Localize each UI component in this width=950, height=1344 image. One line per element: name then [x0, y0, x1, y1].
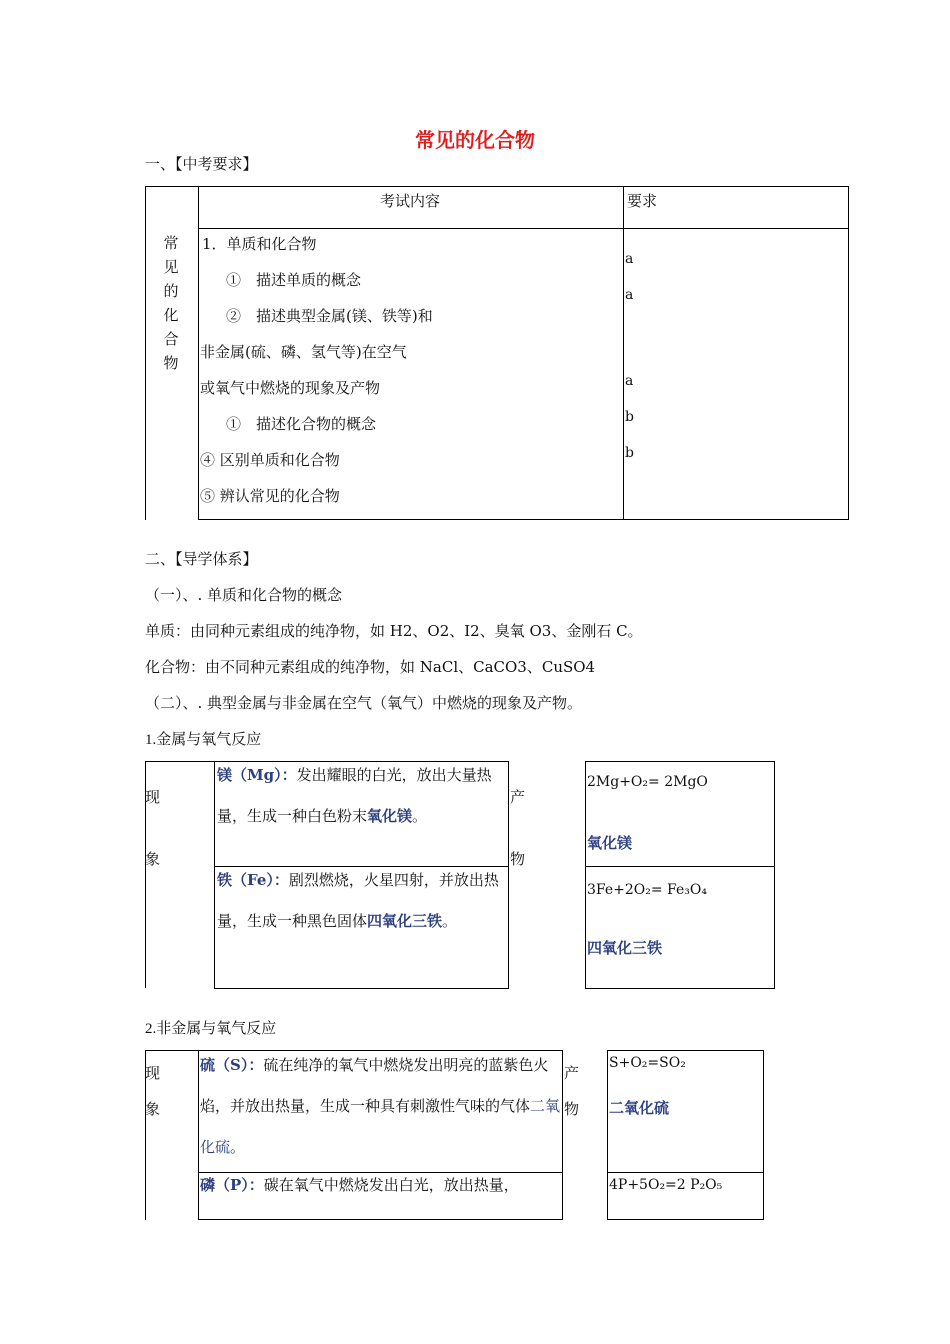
fe-name: 铁（Fe）： [217, 871, 289, 889]
mg-name: 镁（Mg）： [217, 766, 297, 784]
nonmetal-product-box [607, 1050, 764, 1220]
s-product: 二氧化硫 [609, 1099, 670, 1117]
content-line: ④ 区别单质和化合物 [200, 451, 340, 469]
side-label: 常见的化合物 [163, 234, 179, 372]
p-equation: 4P+5O₂=2 P₂O₅ [609, 1177, 723, 1193]
mg-end: 。 [412, 807, 428, 825]
mg-description: 发出耀眼的白光，放出大量热量，生成一种白色粉末 [217, 766, 492, 825]
fe-end: 。 [442, 912, 458, 930]
subheading-concepts: （一）、. 单质和化合物的概念 [145, 586, 343, 604]
content-line: ⑤ 辨认常见的化合物 [200, 487, 340, 505]
s-name: 硫（S）： [200, 1056, 264, 1074]
phenomenon-label: 现象 [145, 788, 161, 868]
section1-heading: 一、【中考要求】 [145, 155, 258, 173]
content-line: 非金属(硫、磷、氢气等)在空气 [200, 343, 407, 361]
definition-element: 单质：由同种元素组成的纯净物，如 H2、O2、I2、臭氧 O3、金刚石 C。 [145, 622, 643, 640]
table-divider [145, 186, 198, 187]
page-title: 常见的化合物 [415, 128, 535, 152]
s-equation: S+O₂=SO₂ [609, 1055, 686, 1071]
table-divider [145, 186, 146, 520]
mg-equation: 2Mg+O₂= 2MgO [587, 774, 708, 790]
column-header-content: 考试内容 [380, 192, 441, 210]
fe-description: 剧烈燃烧，火星四射，并放出热量，生成一种黑色固体 [217, 871, 499, 930]
nonmetal-heading: 2.非金属与氧气反应 [145, 1021, 277, 1037]
p-name: 磷（P）： [200, 1176, 264, 1194]
content-line: 或氧气中燃烧的现象及产物 [200, 379, 381, 397]
fe-phenomenon [217, 860, 509, 942]
content-line: 1．单质和化合物 [202, 235, 317, 253]
content-line: ① 描述单质的概念 [226, 271, 362, 289]
mg-product: 氧化镁 [587, 834, 633, 852]
product-label: 产物 [510, 788, 526, 868]
subheading-combustion: （二）、. 典型金属与非金属在空气（氧气）中燃烧的现象及产物。 [145, 694, 583, 712]
content-line: ① 描述化合物的概念 [226, 415, 377, 433]
requirement-value: a [625, 251, 634, 267]
s-description: 硫在纯净的氧气中燃烧发出明亮的蓝紫色火焰，并放出热量，生成一种具有刺激性气味的气体 [200, 1056, 549, 1115]
s-end: 。 [230, 1138, 246, 1156]
table-divider [198, 228, 849, 229]
requirement-value: a [625, 287, 634, 303]
requirement-value: a [625, 373, 634, 389]
s-product-inline: 二氧化硫 [200, 1097, 561, 1156]
product-label: 产物 [564, 1064, 580, 1118]
requirement-value: b [625, 409, 634, 425]
column-header-requirement: 要求 [627, 192, 658, 210]
requirement-value: b [625, 445, 634, 461]
definition-compound: 化合物：由不同种元素组成的纯净物，如 NaCl、CaCO3、CuSO4 [145, 658, 596, 676]
fe-equation: 3Fe+2O₂= Fe₃O₄ [587, 882, 707, 898]
content-line: ② 描述典型金属(镁、铁等)和 [226, 307, 433, 325]
table-divider [585, 866, 775, 867]
fe-product: 四氧化三铁 [587, 939, 663, 957]
mg-product-inline: 氧化镁 [367, 807, 413, 825]
s-phenomenon [200, 1045, 562, 1168]
table-divider [623, 186, 624, 520]
fe-product-inline: 四氧化三铁 [367, 912, 443, 930]
metal-heading: 1.金属与氧气反应 [145, 732, 262, 748]
phenomenon-label: 现象 [145, 1064, 161, 1118]
table-divider [607, 1172, 764, 1173]
section2-heading: 二、【导学体系】 [145, 550, 258, 568]
mg-phenomenon [217, 755, 509, 837]
p-description: 碳在氧气中燃烧发出白光，放出热量， [263, 1176, 519, 1194]
p-phenomenon [200, 1165, 562, 1206]
